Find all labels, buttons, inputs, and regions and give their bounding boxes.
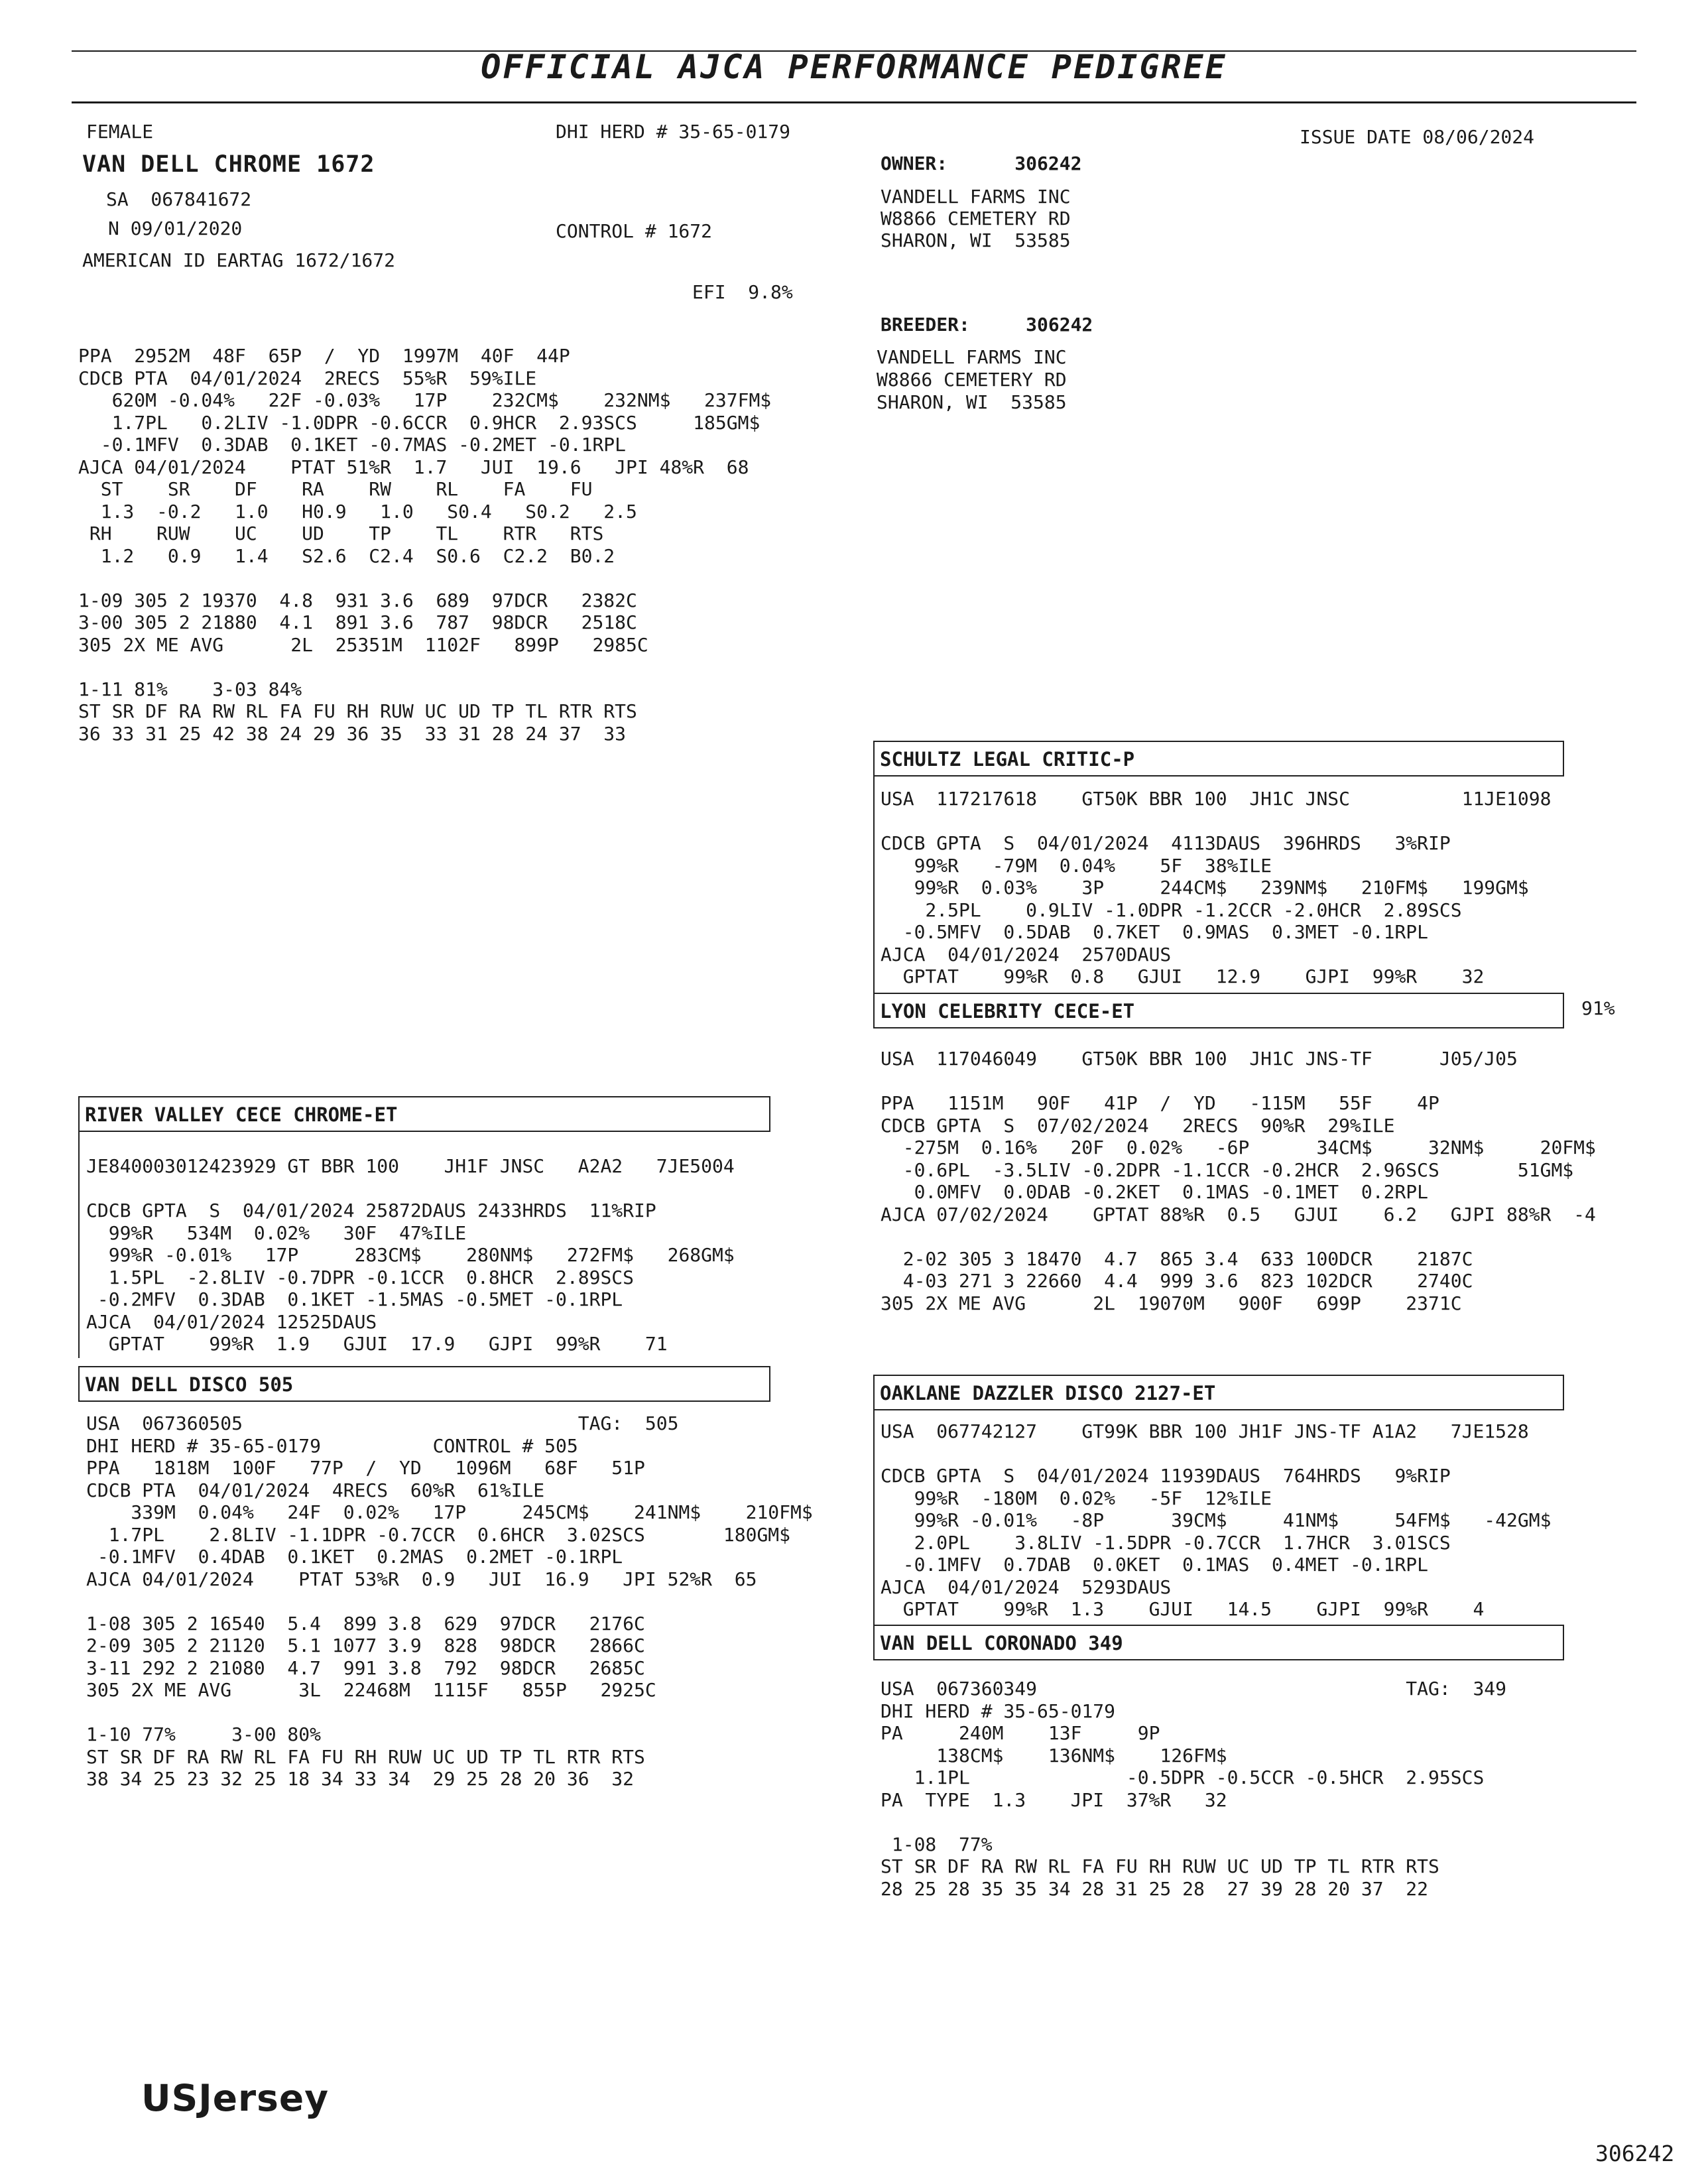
dam-line: 38 34 25 23 32 25 18 34 33 34 29 25 28 20 36 32 <box>86 1768 635 1790</box>
dam-line: 339M 0.04% 24F 0.02% 17P 245CM$ 241NM$ 210FM$ <box>86 1501 813 1523</box>
dams-dam-line: 28 25 28 35 35 34 28 31 25 28 27 39 28 20 37 22 <box>881 1877 1429 1900</box>
dams-sire-line: -0.1MFV 0.7DAB 0.0KET 0.1MAS 0.4MET -0.1RPL <box>881 1554 1429 1576</box>
sires-sire-name: SCHULTZ LEGAL CRITIC-P <box>880 748 1135 771</box>
dams-sire-line: 99%R -0.01% -8P 39CM$ 41NM$ 54FM$ -42GM$ <box>881 1509 1552 1531</box>
animal-stat-line: 1-11 81% 3-03 84% <box>78 678 302 700</box>
sires-dam-line: AJCA 07/02/2024 GPTAT 88%R 0.5 GJUI 6.2 GJPI 88%R -4 <box>881 1203 1596 1225</box>
eartag: AMERICAN ID EARTAG 1672/1672 <box>82 249 396 271</box>
usjersey-logo: USJersey <box>141 2077 330 2119</box>
animal-stat-line: 1.2 0.9 1.4 S2.6 C2.4 S0.6 C2.2 B0.2 <box>78 544 615 567</box>
dams-sire-line: GPTAT 99%R 1.3 GJUI 14.5 GJPI 99%R 4 <box>881 1598 1485 1620</box>
animal-name: VAN DELL CHROME 1672 <box>82 151 375 178</box>
dams-sire-line: CDCB GPTA S 04/01/2024 11939DAUS 764HRDS 9%RIP <box>881 1465 1451 1487</box>
dam-line: PPA 1818M 100F 77P / YD 1096M 68F 51P <box>86 1457 645 1479</box>
dam-line: AJCA 04/01/2024 PTAT 53%R 0.9 JUI 16.9 JPI 52%R 65 <box>86 1568 757 1590</box>
dams-dam-line: PA TYPE 1.3 JPI 37%R 32 <box>881 1788 1227 1811</box>
animal-stat-line: CDCB PTA 04/01/2024 2RECS 55%R 59%ILE <box>78 367 537 389</box>
animal-stat-line: ST SR DF RA RW RL FA FU <box>78 478 593 500</box>
animal-stat-line: AJCA 04/01/2024 PTAT 51%R 1.7 JUI 19.6 JPI 48%R 68 <box>78 456 749 478</box>
sire-line: -0.2MFV 0.3DAB 0.1KET -1.5MAS -0.5MET -0.1RPL <box>86 1288 623 1310</box>
breeder-line: SHARON, WI 53585 <box>877 391 1067 413</box>
control-number: CONTROL # 1672 <box>556 220 713 242</box>
birth-date: N 09/01/2020 <box>108 218 243 239</box>
sires-dam-line: USA 117046049 GT50K BBR 100 JH1C JNS-TF J05/J05 <box>881 1048 1518 1070</box>
sire-line: 99%R 534M 0.02% 30F 47%ILE <box>86 1221 467 1244</box>
dam-line: 1-08 305 2 16540 5.4 899 3.8 629 97DCR 2176C <box>86 1612 645 1635</box>
dams-sire-line: USA 067742127 GT99K BBR 100 JH1F JNS-TF A1A2 7JE1528 <box>881 1420 1529 1442</box>
owner-line: SHARON, WI 53585 <box>881 229 1071 251</box>
sires-sire-line: USA 117217618 GT50K BBR 100 JH1C JNSC 11JE1098 <box>881 788 1552 810</box>
sires-dam-line: 305 2X ME AVG 2L 19070M 900F 699P 2371C <box>881 1292 1462 1314</box>
dam-line: USA 067360505 TAG: 505 <box>86 1412 679 1434</box>
dams-dam-line: 138CM$ 136NM$ 126FM$ <box>881 1744 1227 1767</box>
sire-line: AJCA 04/01/2024 12525DAUS <box>86 1310 377 1333</box>
sires-sire-line: 99%R -79M 0.04% 5F 38%ILE <box>881 854 1272 877</box>
animal-stat-line: 1.3 -0.2 1.0 H0.9 1.0 S0.4 S0.2 2.5 <box>78 500 637 523</box>
owner-line: W8866 CEMETERY RD <box>881 208 1071 229</box>
dam-line: 2-09 305 2 21120 5.1 1077 3.9 828 98DCR 2866C <box>86 1635 645 1656</box>
animal-stat-line: 36 33 31 25 42 38 24 29 36 35 33 31 28 24 37 33 <box>78 722 627 745</box>
dam-line: -0.1MFV 0.4DAB 0.1KET 0.2MAS 0.2MET -0.1RPL <box>86 1546 623 1568</box>
page-number: 306242 <box>1595 2141 1675 2166</box>
dam-line: ST SR DF RA RW RL FA FU RH RUW UC UD TP TL RTR RTS <box>86 1745 645 1768</box>
owner-line: VANDELL FARMS INC <box>881 186 1071 208</box>
dam-name: VAN DELL DISCO 505 <box>85 1373 294 1396</box>
dam-line: 1.7PL 2.8LIV -1.1DPR -0.7CCR 0.6HCR 3.02SCS 180GM$ <box>86 1523 791 1546</box>
breeder-line: W8866 CEMETERY RD <box>877 369 1067 391</box>
animal-stat-line: -0.1MFV 0.3DAB 0.1KET -0.7MAS -0.2MET -0.1RPL <box>78 434 627 456</box>
sire-line: GPTAT 99%R 1.9 GJUI 17.9 GJPI 99%R 71 <box>86 1333 668 1355</box>
owner-label: OWNER: 306242 <box>881 153 1082 174</box>
sires-dam-line: 4-03 271 3 22660 4.4 999 3.6 823 102DCR 2740C <box>881 1270 1473 1292</box>
dam-line: 3-11 292 2 21080 4.7 991 3.8 792 98DCR 2685C <box>86 1656 645 1679</box>
animal-stat-line: ST SR DF RA RW RL FA FU RH RUW UC UD TP TL RTR RTS <box>78 700 637 722</box>
breeder-label: BREEDER: 306242 <box>881 314 1093 336</box>
dam-line: 305 2X ME AVG 3L 22468M 1115F 855P 2925C <box>86 1679 656 1701</box>
animal-stat-line: PPA 2952M 48F 65P / YD 1997M 40F 44P <box>78 345 570 367</box>
sires-dam-line: -275M 0.16% 20F 0.02% -6P 34CM$ 32NM$ 20FM$ <box>881 1137 1596 1158</box>
dams-dam-line: ST SR DF RA RW RL FA FU RH RUW UC UD TP TL RTR RTS <box>881 1855 1439 1877</box>
sires-sire-line: AJCA 04/01/2024 2570DAUS <box>881 943 1172 965</box>
registration-number: SA 067841672 <box>106 188 252 210</box>
breeder-line: VANDELL FARMS INC <box>877 346 1067 368</box>
sire-line: 99%R -0.01% 17P 283CM$ 280NM$ 272FM$ 268GM$ <box>86 1244 735 1266</box>
dams-sire-name: OAKLANE DAZZLER DISCO 2127-ET <box>880 1382 1216 1404</box>
animal-stat-line: 305 2X ME AVG 2L 25351M 1102F 899P 2985C <box>78 633 648 656</box>
sires-sire-line: 99%R 0.03% 3P 244CM$ 239NM$ 210FM$ 199GM$ <box>881 877 1529 899</box>
sire-line: JE840003012423929 GT BBR 100 JH1F JNSC A2A2 7JE5004 <box>86 1155 735 1177</box>
dam-line: CDCB PTA 04/01/2024 4RECS 60%R 61%ILE <box>86 1479 545 1501</box>
sires-dam-percent: 91% <box>1581 997 1615 1019</box>
sires-sire-line: CDCB GPTA S 04/01/2024 4113DAUS 396HRDS 3%RIP <box>881 832 1451 854</box>
animal-stat-line: RH RUW UC UD TP TL RTR RTS <box>78 523 604 544</box>
animal-stat-line: 1.7PL 0.2LIV -1.0DPR -0.6CCR 0.9HCR 2.93SCS 185GM$ <box>78 411 761 434</box>
dams-sire-line: 2.0PL 3.8LIV -1.5DPR -0.7CCR 1.7HCR 3.01SCS <box>881 1531 1451 1554</box>
sires-sire-line: GPTAT 99%R 0.8 GJUI 12.9 GJPI 99%R 32 <box>881 965 1485 987</box>
dam-line: 1-10 77% 3-00 80% <box>86 1723 322 1745</box>
sire-line: 1.5PL -2.8LIV -0.7DPR -0.1CCR 0.8HCR 2.89SCS <box>86 1266 635 1288</box>
dams-dam-line: DHI HERD # 35-65-0179 <box>881 1700 1116 1722</box>
sire-line: CDCB GPTA S 04/01/2024 25872DAUS 2433HRDS 11%RIP <box>86 1200 656 1221</box>
issue-date: ISSUE DATE 08/06/2024 <box>1300 126 1535 148</box>
animal-stat-line: 620M -0.04% 22F -0.03% 17P 232CM$ 232NM$ 237FM$ <box>78 389 772 411</box>
sire-frame <box>78 1129 82 1358</box>
sire-name: RIVER VALLEY CECE CHROME-ET <box>85 1103 398 1126</box>
animal-stat-line: 3-00 305 2 21880 4.1 891 3.6 787 98DCR 2518C <box>78 611 637 633</box>
dams-sire-line: 99%R -180M 0.02% -5F 12%ILE <box>881 1487 1272 1509</box>
sires-sire-line: -0.5MFV 0.5DAB 0.7KET 0.9MAS 0.3MET -0.1RPL <box>881 921 1429 943</box>
herd-number: DHI HERD # 35-65-0179 <box>556 121 791 143</box>
dams-dam-line: 1-08 77% <box>881 1833 993 1855</box>
page-title: OFFICIAL AJCA PERFORMANCE PEDIGREE <box>481 48 1227 86</box>
dams-dam-line: USA 067360349 TAG: 349 <box>881 1678 1507 1700</box>
dams-dam-line: 1.1PL -0.5DPR -0.5CCR -0.5HCR 2.95SCS <box>881 1767 1485 1788</box>
sires-sire-frame <box>873 774 877 993</box>
sires-dam-line: CDCB GPTA S 07/02/2024 2RECS 90%R 29%ILE <box>881 1114 1395 1137</box>
sex-label: FEMALE <box>86 121 154 143</box>
sires-dam-line: 0.0MFV 0.0DAB -0.2KET 0.1MAS -0.1MET 0.2RPL <box>881 1181 1429 1203</box>
dam-line: DHI HERD # 35-65-0179 CONTROL # 505 <box>86 1434 578 1457</box>
animal-stat-line: 1-09 305 2 19370 4.8 931 3.6 689 97DCR 2382C <box>78 589 637 611</box>
title-rule <box>72 101 1636 103</box>
sires-dam-line: -0.6PL -3.5LIV -0.2DPR -1.1CCR -0.2HCR 2.96SCS 51GM$ <box>881 1158 1574 1181</box>
sires-sire-line: 2.5PL 0.9LIV -1.0DPR -1.2CCR -2.0HCR 2.89SCS <box>881 899 1462 921</box>
dams-sire-line: AJCA 04/01/2024 5293DAUS <box>881 1576 1172 1598</box>
sires-dam-line: 2-02 305 3 18470 4.7 865 3.4 633 100DCR 2187C <box>881 1247 1473 1270</box>
dams-dam-name: VAN DELL CORONADO 349 <box>880 1632 1123 1654</box>
dams-dam-line: PA 240M 13F 9P <box>881 1722 1160 1744</box>
dams-sire-frame <box>873 1408 877 1633</box>
sires-dam-name: LYON CELEBRITY CECE-ET <box>880 1000 1135 1023</box>
efi-value: EFI 9.8% <box>692 281 793 303</box>
sires-dam-line: PPA 1151M 90F 41P / YD -115M 55F 4P <box>881 1092 1439 1114</box>
